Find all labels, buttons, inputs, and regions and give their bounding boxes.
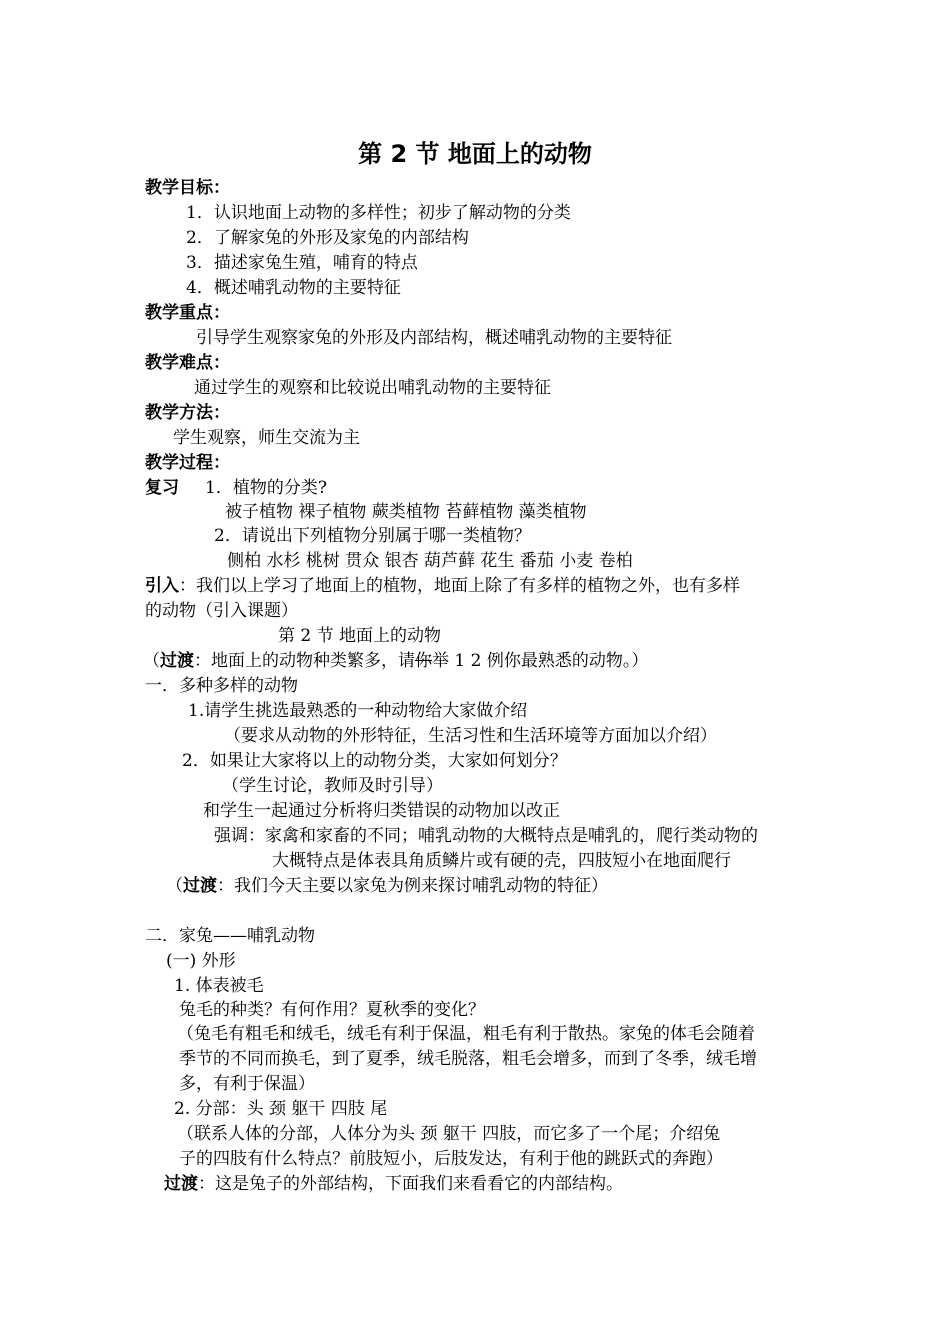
paren: （ [143, 651, 160, 671]
page-title: 第 2 节 地面上的动物 [358, 140, 592, 168]
emphasis-line-1: 强调：家禽和家畜的不同；哺乳动物的大概特点是哺乳的，爬行类动物的 [214, 826, 758, 846]
difficulties-text: 通过学生的观察和比较说出哺乳动物的主要特征 [194, 378, 551, 398]
transition-label: 过渡 [160, 651, 194, 671]
point-1-answer-3: 多，有利于保温） [179, 1074, 315, 1094]
objective-item-2: 2．了解家兔的外形及家兔的内部结构 [186, 228, 469, 248]
review-question-1: 1．植物的分类? [205, 478, 327, 498]
difficulties-heading: 教学难点： [145, 353, 230, 373]
section2-sub-1: (一) 外形 [166, 951, 236, 971]
point-2-answer-1: （联系人体的分部，人体分为头 颈 躯干 四肢，而它多了一个尾；介绍兔 [177, 1124, 721, 1144]
section1-item-2: 2．如果让大家将以上的动物分类，大家如何划分？ [182, 751, 567, 771]
transition-text: ：我们今天主要以家兔为例来探讨哺乳动物的特征） [217, 876, 608, 896]
objectives-heading: 教学目标： [145, 178, 230, 198]
review-answer-1: 被子植物 裸子植物 蕨类植物 苔藓植物 藻类植物 [225, 502, 587, 522]
transition-2 [166, 874, 608, 898]
paren: （ [166, 876, 183, 896]
intro-text: ：我们以上学习了地面上的植物，地面上除了有多样的植物之外，也有多样 [179, 576, 740, 596]
point-1-heading: 1. 体表被毛 [174, 976, 264, 996]
transition-3 [164, 1172, 623, 1196]
intro-label: 引入 [145, 576, 179, 596]
key-points-text: 引导学生观察家兔的外形及内部结构，概述哺乳动物的主要特征 [196, 328, 672, 348]
section2-heading: 二．家兔——哺乳动物 [145, 926, 315, 946]
transition-text: ：这是兔子的外部结构，下面我们来看看它的内部结构。 [198, 1174, 623, 1194]
objective-item-3: 3．描述家兔生殖，哺育的特点 [186, 253, 418, 273]
section1-item-1: 1.请学生挑选最熟悉的一种动物给大家做介绍 [188, 701, 528, 721]
method-text: 学生观察，师生交流为主 [173, 428, 360, 448]
emphasis-line-2: 大概特点是体表具角质鳞片或有硬的壳，四肢短小在地面爬行 [272, 851, 731, 871]
intro-line-1 [145, 574, 740, 598]
point-1-answer-1: （兔毛有粗毛和绒毛，绒毛有利于保温，粗毛有利于散热。家兔的体毛会随着 [177, 1024, 755, 1044]
method-heading: 教学方法： [145, 403, 230, 423]
transition-label: 过渡 [164, 1174, 198, 1194]
objective-item-4: 4．概述哺乳动物的主要特征 [186, 278, 401, 298]
struck-text: 你 [415, 651, 432, 671]
process-heading: 教学过程： [145, 453, 230, 473]
review-answer-2: 侧柏 水杉 桃树 贯众 银杏 葫芦藓 花生 番茄 小麦 卷柏 [227, 551, 633, 571]
section1-heading: 一．多种多样的动物 [145, 676, 298, 696]
section1-item-2-note: （学生讨论，教师及时引导） [222, 776, 443, 796]
point-2-answer-2: 子的四肢有什么特点？前肢短小，后肢发达，有利于他的跳跃式的奔跑） [179, 1149, 723, 1169]
point-2-heading: 2. 分部：头 颈 躯干 四肢 尾 [174, 1099, 388, 1119]
point-1-answer-2: 季节的不同而换毛，到了夏季，绒毛脱落，粗毛会增多，而到了冬季，绒毛增 [179, 1049, 757, 1069]
transition-text: ：地面上的动物种类繁多，请 [194, 651, 415, 671]
lesson-subtitle: 第 2 节 地面上的动物 [278, 626, 442, 646]
transition-1 [143, 649, 648, 673]
intro-line-2: 的动物（引入课题） [145, 601, 298, 621]
transition-label: 过渡 [183, 876, 217, 896]
section1-item-2-correct: 和学生一起通过分析将归类错误的动物加以改正 [203, 801, 560, 821]
key-points-heading: 教学重点： [145, 303, 230, 323]
review-label: 复习 [145, 478, 179, 498]
transition-text: 举 1 2 例你最熟悉的动物。） [432, 651, 649, 671]
review-question-2: 2．请说出下列植物分别属于哪一类植物？ [214, 526, 531, 546]
objective-item-1: 1．认识地面上动物的多样性；初步了解动物的分类 [186, 203, 571, 223]
point-1-question: 兔毛的种类？有何作用？夏秋季的变化？ [179, 1000, 485, 1020]
section1-item-1-note: （要求从动物的外形特征，生活习性和生活环境等方面加以介绍） [224, 726, 717, 746]
